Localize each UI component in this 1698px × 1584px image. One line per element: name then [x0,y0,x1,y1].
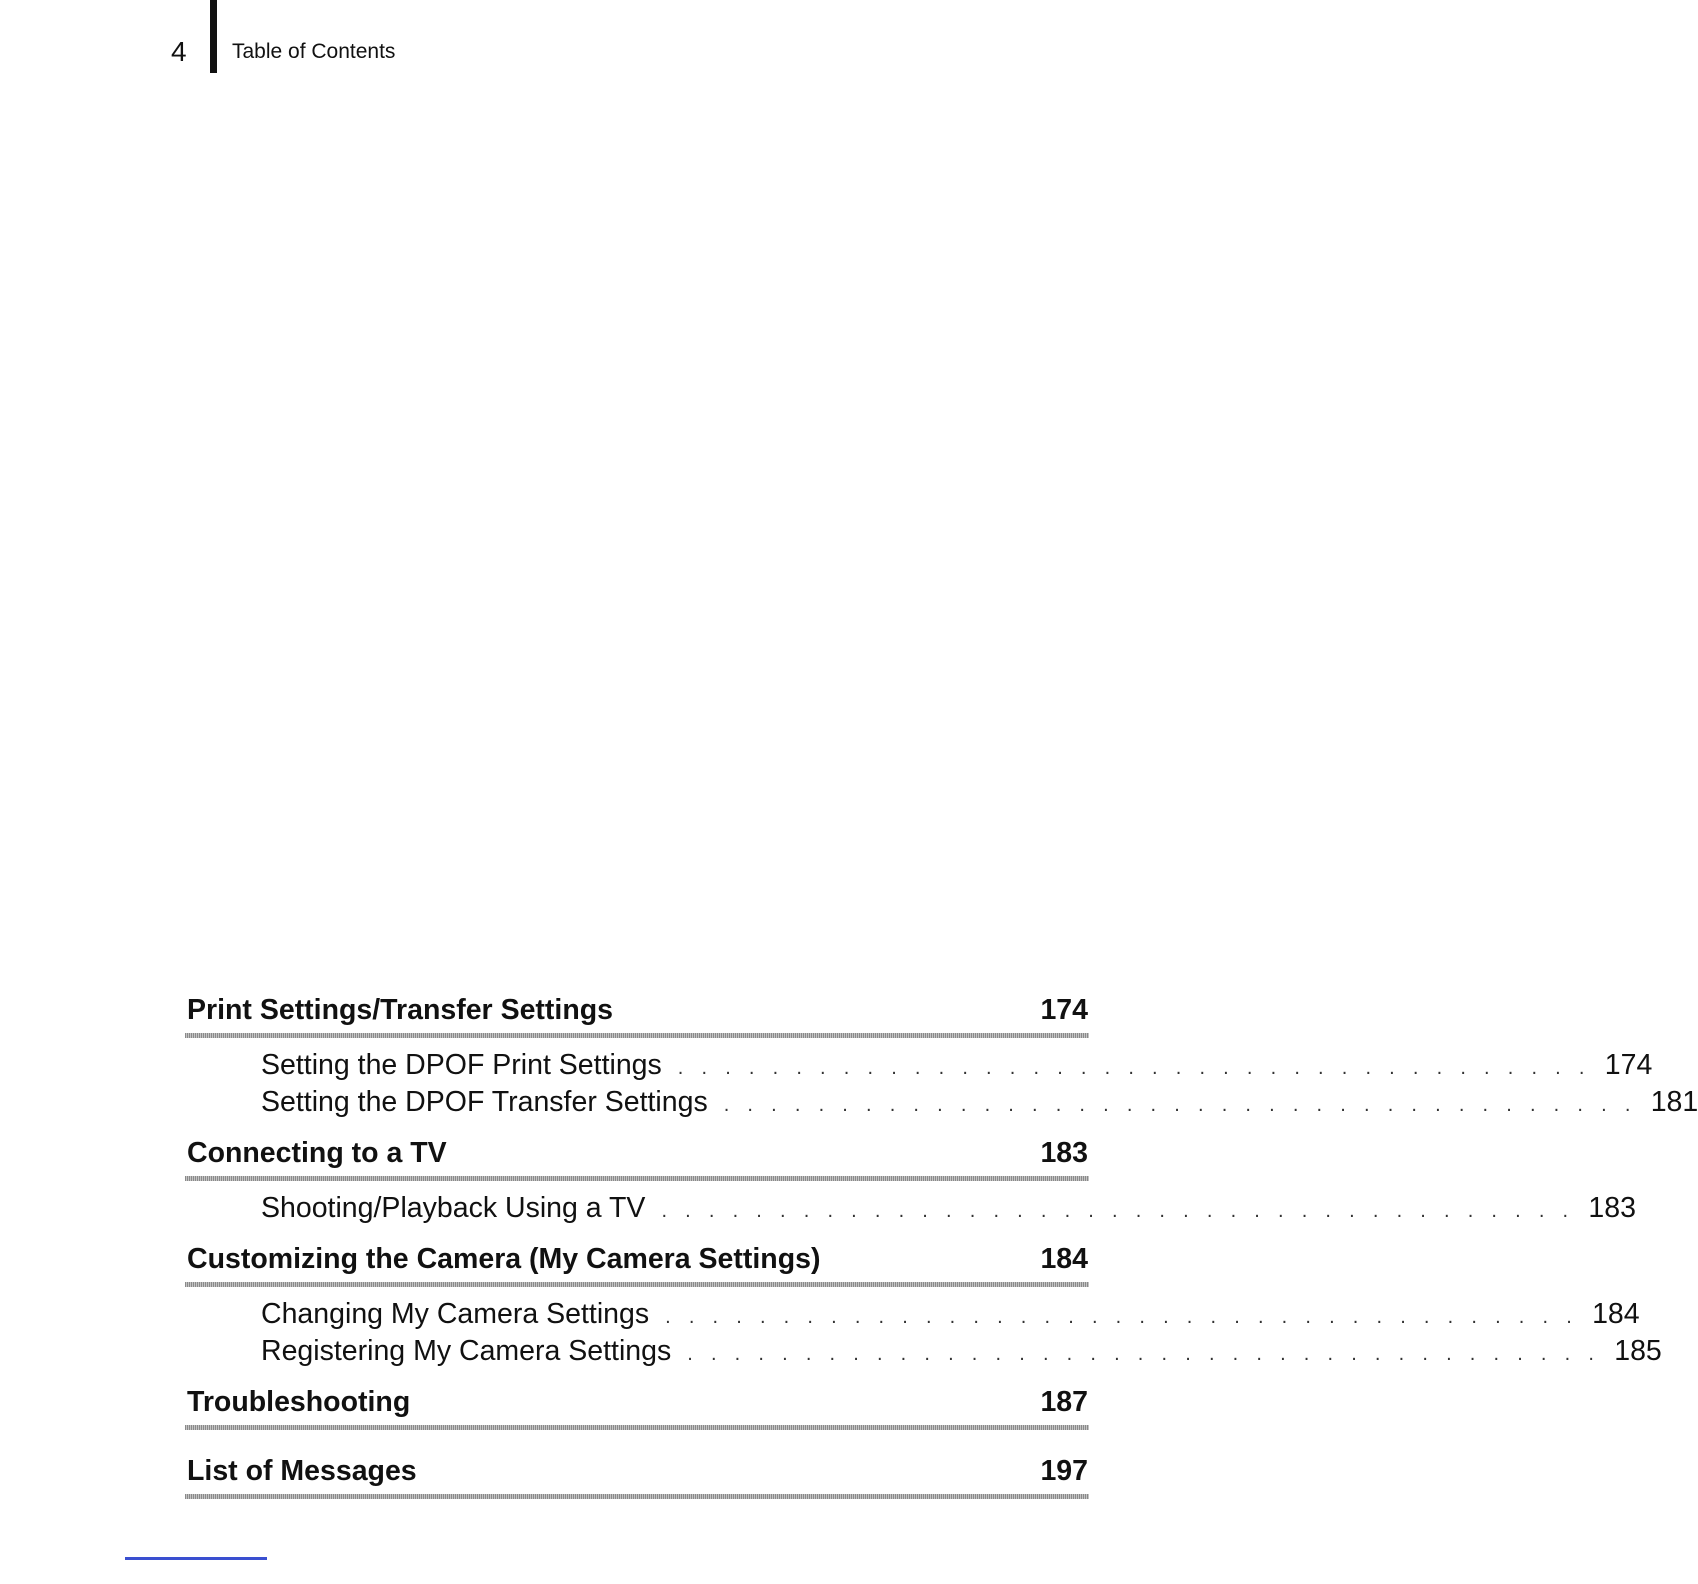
dot-leader: . . . . . . . . . . . . . . . . . . . . . . . . . . . . . . . . . . . . . . . [661,1200,1575,1222]
entry-label: Changing My Camera Settings [261,1298,650,1330]
toc-section [185,1451,1089,1499]
entry-list [185,1287,1662,1382]
section-title: Customizing the Camera (My Camera Settings) [187,1243,821,1275]
section-heading[interactable] [185,1451,1089,1491]
dot-leader: . . . . . . . . . . . . . . . . . . . . . . . . . . . . . . . . . . . . . . . [723,1094,1637,1116]
toc-entry[interactable] [185,1296,1640,1333]
toc-entry[interactable] [185,1047,1653,1084]
toc-entry[interactable] [185,1190,1636,1227]
dot-leader: . . . . . . . . . . . . . . . . . . . . . . . . . . . . . . . . . . . . . . . [687,1343,1601,1365]
section-rule [185,1425,1089,1430]
entry-page-number: 174 [1604,1049,1653,1081]
section-page-number: 183 [1040,1137,1088,1169]
section-page-number: 197 [1040,1455,1088,1487]
table-of-contents [185,990,1698,1520]
toc-entry[interactable] [185,1333,1662,1370]
dot-leader: . . . . . . . . . . . . . . . . . . . . . . . . . . . . . . . . . . . . . . . [677,1057,1591,1079]
entry-list [185,1181,1636,1239]
section-page-number: 184 [1040,1243,1088,1275]
entry-page-number: 183 [1588,1192,1636,1224]
entry-page-number: 184 [1592,1298,1640,1330]
section-heading[interactable] [185,1239,1089,1279]
dot-leader: . . . . . . . . . . . . . . . . . . . . . . . . . . . . . . . . . . . . . . . [665,1306,1579,1328]
link-underline[interactable] [125,1557,267,1560]
section-title: Print Settings/Transfer Settings [187,994,613,1026]
section-heading[interactable] [185,990,1089,1030]
entry-label: Setting the DPOF Print Settings [261,1049,662,1081]
section-page-number: 174 [1040,994,1088,1026]
section-title: List of Messages [187,1455,417,1487]
toc-section [185,1382,1089,1430]
section-title: Troubleshooting [187,1386,411,1418]
toc-section [185,990,1698,1133]
page-header [0,0,1224,80]
entry-label: Setting the DPOF Transfer Settings [261,1086,708,1118]
toc-section [185,1239,1662,1382]
entry-label: Registering My Camera Settings [261,1335,672,1367]
header-vertical-rule [210,0,217,73]
section-rule [185,1494,1089,1499]
entry-label: Shooting/Playback Using a TV [261,1192,646,1224]
running-header-title: Table of Contents [232,40,396,63]
toc-entry[interactable] [185,1084,1698,1121]
entry-page-number: 185 [1614,1335,1662,1367]
section-page-number: 187 [1040,1386,1088,1418]
section-heading[interactable] [185,1133,1089,1173]
entry-list [185,1038,1698,1133]
toc-section [185,1133,1636,1239]
entry-page-number: 181 [1650,1086,1698,1118]
section-title: Connecting to a TV [187,1137,447,1169]
page-number: 4 [171,36,187,67]
section-heading[interactable] [185,1382,1089,1422]
